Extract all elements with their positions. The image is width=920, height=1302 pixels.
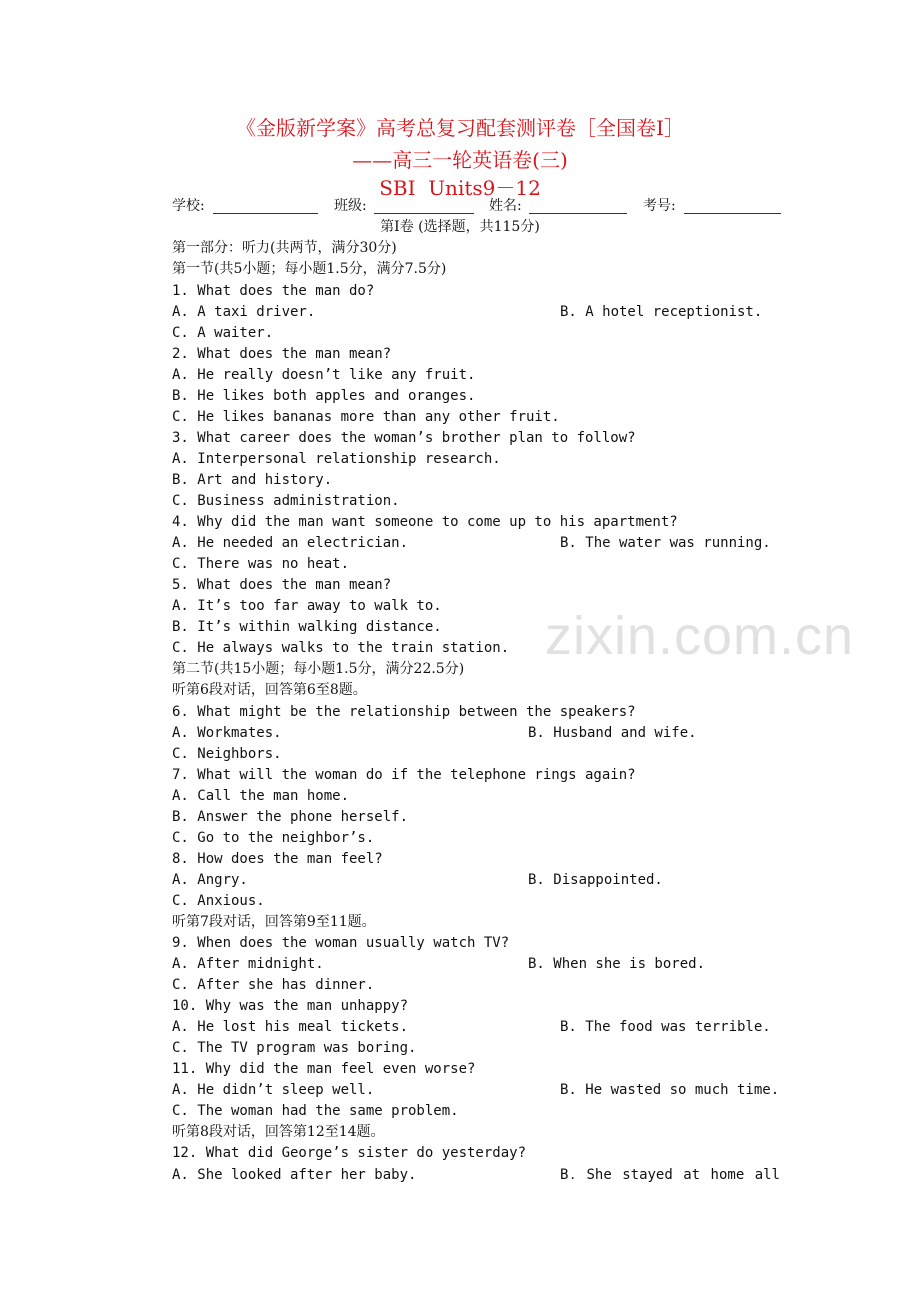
part1-heading: 第一部分：听力(共两节，满分30分) <box>172 240 397 256</box>
question-6: 6. What might be the relationship between the speakers? <box>172 704 636 720</box>
question-11: 11. Why did the man feel even worse? <box>172 1061 476 1077</box>
question-5: 5. What does the man mean? <box>172 577 392 593</box>
name-blank <box>529 199 627 214</box>
exam-number-blank <box>684 199 781 214</box>
dialog8-heading: 听第8段对话，回答第12至14题。 <box>172 1124 385 1140</box>
q7-option-c: C. Go to the neighbor’s. <box>172 830 375 846</box>
school-blank <box>213 199 318 214</box>
section2-heading: 第二节(共15小题；每小题1.5分，满分22.5分) <box>172 661 465 677</box>
question-9: 9. When does the woman usually watch TV? <box>172 935 510 951</box>
q4-option-c: C. There was no heat. <box>172 556 350 572</box>
exam-subtitle: ——高三一轮英语卷(三) <box>352 148 568 172</box>
watermark: zixin.com.cn <box>545 606 855 666</box>
q4-option-b: B. The water was running. <box>560 535 771 551</box>
question-8: 8. How does the man feel? <box>172 851 383 867</box>
volume-heading: 第Ⅰ卷 (选择题，共115分) <box>380 219 540 235</box>
q11-option-b: B. He wasted so much time. <box>560 1082 780 1098</box>
q2-option-c: C. He likes bananas more than any other fruit. <box>172 409 560 425</box>
q6-option-c: C. Neighbors. <box>172 746 282 762</box>
q10-option-a: A. He lost his meal tickets. <box>172 1019 409 1035</box>
q2-option-b: B. He likes both apples and oranges. <box>172 388 476 404</box>
question-7: 7. What will the woman do if the telephone rings again? <box>172 767 636 783</box>
q1-option-a: A. A taxi driver. <box>172 304 316 320</box>
dialog6-heading: 听第6段对话，回答第6至8题。 <box>172 682 367 698</box>
class-blank <box>374 199 474 214</box>
q7-option-a: A. Call the man home. <box>172 788 350 804</box>
q3-option-c: C. Business administration. <box>172 493 400 509</box>
question-4: 4. Why did the man want someone to come up to his apartment? <box>172 514 678 530</box>
q10-option-b: B. The food was terrible. <box>560 1019 771 1035</box>
q5-option-b: B. It’s within walking distance. <box>172 619 442 635</box>
question-2: 2. What does the man mean? <box>172 346 392 362</box>
q1-option-b: B. A hotel receptionist. <box>560 304 763 320</box>
q12-option-b: B．She stayed at home all <box>560 1167 780 1183</box>
q5-option-c: C. He always walks to the train station. <box>172 640 510 656</box>
q8-option-a: A. Angry. <box>172 872 248 888</box>
q6-option-a: A. Workmates. <box>172 725 282 741</box>
q8-option-c: C. Anxious. <box>172 893 265 909</box>
q11-option-c: C. The woman had the same problem. <box>172 1103 459 1119</box>
q7-option-b: B. Answer the phone herself. <box>172 809 409 825</box>
q9-option-c: C. After she has dinner. <box>172 977 375 993</box>
name-label: 姓名: <box>489 198 522 214</box>
question-12: 12. What did George’s sister do yesterday? <box>172 1145 527 1161</box>
class-label: 班级: <box>334 198 367 214</box>
question-3: 3. What career does the woman’s brother plan to follow? <box>172 430 636 446</box>
exam-number-label: 考号: <box>643 198 676 214</box>
q1-option-c: C. A waiter. <box>172 325 274 341</box>
q4-option-a: A. He needed an electrician. <box>172 535 409 551</box>
exam-title: 《金版新学案》高考总复习配套测评卷［全国卷Ⅰ］ <box>236 116 684 140</box>
q12-option-a: A. She looked after her baby. <box>172 1167 417 1183</box>
question-1: 1. What does the man do? <box>172 283 375 299</box>
q6-option-b: B. Husband and wife. <box>528 725 697 741</box>
school-label: 学校: <box>172 198 205 214</box>
q3-option-a: A. Interpersonal relationship research. <box>172 451 501 467</box>
question-10: 10. Why was the man unhappy? <box>172 998 409 1014</box>
q5-option-a: A. It’s too far away to walk to. <box>172 598 442 614</box>
exam-units: SBI Units9－12 <box>379 176 541 200</box>
section1-heading: 第一节(共5小题；每小题1.5分，满分7.5分) <box>172 261 447 277</box>
q8-option-b: B. Disappointed. <box>528 872 663 888</box>
q3-option-b: B. Art and history. <box>172 472 333 488</box>
q2-option-a: A. He really doesn’t like any fruit. <box>172 367 476 383</box>
q9-option-b: B. When she is bored. <box>528 956 706 972</box>
q10-option-c: C. The TV program was boring. <box>172 1040 417 1056</box>
q9-option-a: A. After midnight. <box>172 956 324 972</box>
dialog7-heading: 听第7段对话，回答第9至11题。 <box>172 914 376 930</box>
q11-option-a: A. He didn’t sleep well. <box>172 1082 375 1098</box>
